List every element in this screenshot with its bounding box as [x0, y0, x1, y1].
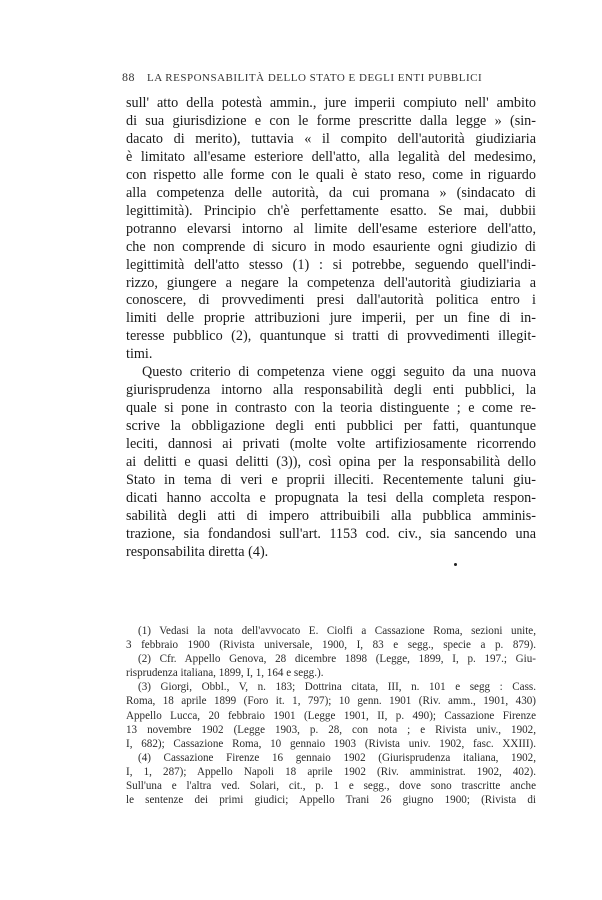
- footnote-line: 13 novembre 1902 (Legge 1903, p. 28, con nota ; e Rivista univ., 1902,: [126, 723, 536, 736]
- ink-dot: [454, 563, 457, 566]
- text-line: quale si pone in contrasto con la teoria distinguente ; e come re-: [126, 400, 536, 417]
- text-line: è limitato all'esame esteriore dell'atto, alla legalità del medesimo,: [126, 148, 536, 165]
- footnotes: [126, 624, 536, 807]
- text-line: limiti delle proprie attribuzioni jure imperii, per un fine di in-: [126, 310, 536, 327]
- footnote-line: Sull'una e l'altra ved. Solari, cit., p. 1 e segg., dove sono trascritte anche: [126, 780, 536, 793]
- text-line: alla competenza delle autorità, da cui promana » (sindacato di: [126, 184, 536, 201]
- text-line: conoscere, di provvedimenti presi dall'autorità politica entro i: [126, 292, 536, 309]
- text-line: di sua giurisdizione e con le forme prescritte dalla legge » (sin-: [126, 112, 536, 129]
- footnote-line: I, 1, 287); Appello Napoli 18 aprile 1902 (Riv. amministrat. 1902, 402).: [126, 765, 536, 778]
- text-line: leciti, dannosi ai privati (molte volte artifiziosamente ricorrendo: [126, 436, 536, 453]
- text-line: legittimità dell'atto stesso (1) : si potrebbe, seguendo quell'indi-: [126, 256, 536, 273]
- running-title: LA RESPONSABILITÀ DELLO STATO E DEGLI ENTI PUBBLICI: [147, 72, 483, 84]
- footnote-line: (1) Vedasi la nota dell'avvocato E. Ciolfi a Cassazione Roma, sezioni unite,: [138, 625, 536, 637]
- text-line: dacato di merito), tuttavia « il compito dell'autorità giudiziaria: [126, 130, 536, 147]
- footnote-line: (2) Cfr. Appello Genova, 28 dicembre 1898 (Legge, 1899, I, p. 197.; Giu-: [138, 653, 536, 666]
- text-line: Questo criterio di competenza viene oggi seguito da una nuova: [142, 364, 536, 381]
- footnote-line: I, 682); Cassazione Roma, 10 gennaio 1903 (Rivista univ. 1902, fasc. XXIII).: [126, 737, 536, 750]
- footnote-line: 3 febbraio 1900 (Rivista universale, 1900, I, 83 e segg., specie a p. 879).: [126, 639, 536, 652]
- footnote-line: le sentenze dei primi giudici; Appello Trani 26 giugno 1900; (Rivista di: [126, 794, 536, 807]
- text-line: che non comprende di sicuro in modo esauriente ogni giudizio di: [126, 238, 536, 255]
- footnote-line: (4) Cassazione Firenze 16 gennaio 1902 (Giurisprudenza italiana, 1902,: [138, 751, 536, 764]
- text-line: rizzo, giungere a negare la competenza dell'autorità giudiziaria a: [126, 274, 536, 291]
- text-line: timi.: [126, 346, 153, 363]
- text-line: trazione, sia fondandosi sull'art. 1153 cod. civ., sia sancendo una: [126, 525, 536, 542]
- main-text: [126, 95, 536, 562]
- footnote-line: (3) Giorgi, Obbl., V, n. 183; Dottrina citata, III, n. 101 e segg : Cass.: [138, 681, 536, 694]
- text-line: ai delitti e quasi delitti (3)), così opina per la responsabilità dello: [126, 454, 536, 471]
- text-line: potranno elevarsi intorno al limite dell'esame esteriore dell'atto,: [126, 220, 536, 237]
- text-line: teresse pubblico (2), quantunque si tratti di provvedimenti illegit-: [126, 328, 536, 345]
- paragraph-1: [126, 95, 536, 364]
- text-line: Stato in tema di veri e proprii illeciti. Recentemente taluni giu-: [126, 472, 536, 489]
- text-line: sull' atto della potestà ammin., jure imperii compiuto nell' ambito: [126, 95, 536, 111]
- text-line: dicati hanno accolta e propugnata la tesi della completa respon-: [126, 489, 536, 506]
- footnote-line: risprudenza italiana, 1899, I, 1, 164 e segg.).: [126, 667, 324, 680]
- text-line: legittimità). Principio ch'è perfettamente esatto. Se mai, dubbii: [126, 202, 536, 219]
- text-line: scrive la obbligazione degli enti pubblici per fatti, quantunque: [126, 418, 536, 435]
- footnote-line: Appello Lucca, 20 febbraio 1901 (Legge 1901, II, p. 490); Cassazione Firenze: [126, 709, 536, 722]
- text-line: sabilità degli atti di impero attribuibili alla pubblica amminis-: [126, 507, 536, 524]
- text-line: con rispetto alle forme con le quali è stato reso, come in riguardo: [126, 166, 536, 183]
- text-line: giurisprudenza intorno alla responsabilità degli enti pubblici, la: [126, 382, 536, 399]
- paragraph-2: [126, 364, 536, 561]
- page-number: 88: [122, 70, 135, 84]
- footnote-line: Roma, 18 aprile 1899 (Foro it. 1, 797); 10 genn. 1901 (Riv. amm., 1901, 430): [126, 695, 536, 708]
- running-header: [122, 70, 522, 85]
- text-line: responsabilita diretta (4).: [126, 543, 269, 560]
